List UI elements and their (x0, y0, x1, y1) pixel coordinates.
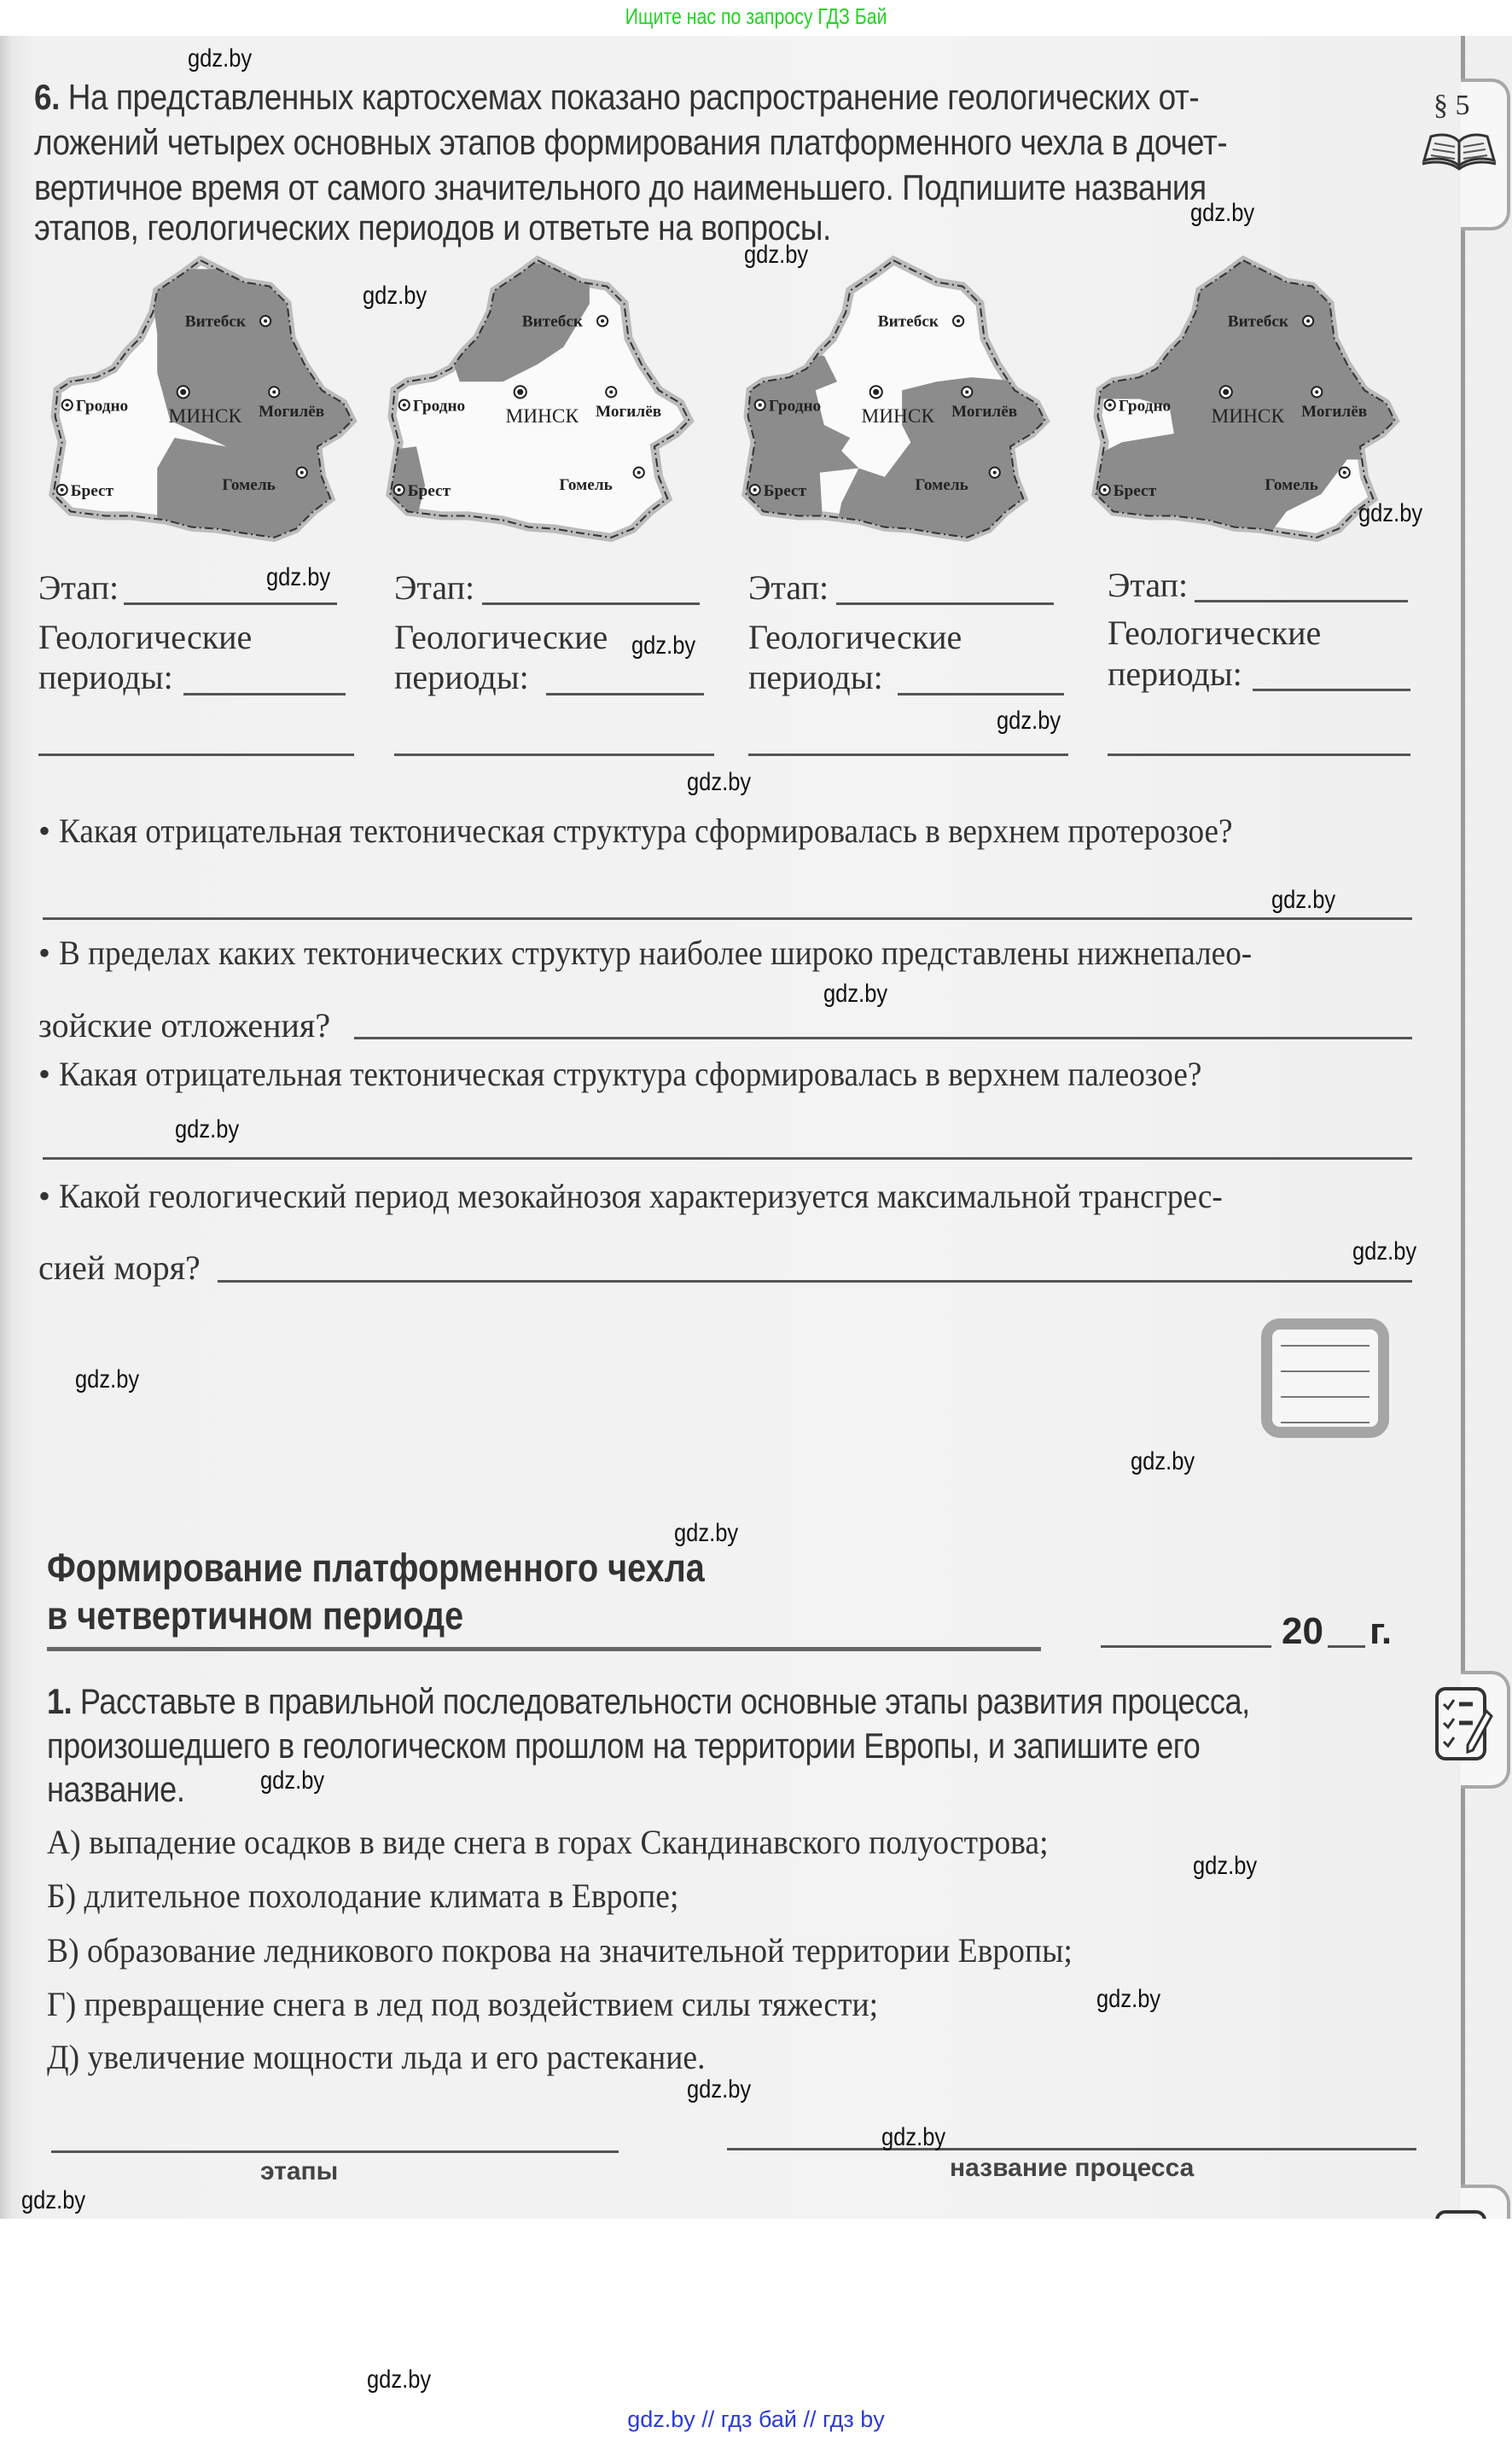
city-mogilev: Могилёв (1300, 402, 1368, 421)
watermark: gdz.by (823, 980, 888, 1008)
city-grodno: Гродно (768, 397, 822, 416)
map-stage-c (736, 252, 1051, 546)
periods-label-2b: периоды: (394, 658, 529, 696)
question-1: • Какая отрицательная тектоническая структура сформировалась в верхнем протерозое? (38, 812, 1233, 850)
watermark: gdz.by (687, 2075, 752, 2104)
footer (0, 2219, 1512, 2444)
answer-input-3[interactable] (43, 1157, 1412, 1160)
stage-input-4[interactable] (1195, 600, 1408, 602)
process-name-caption: название процесса (950, 2154, 1195, 2182)
city-minsk: МИНСК (505, 404, 579, 428)
task6-line-1: 6. На представленных картосхемах показано распространение геологических от- (34, 77, 1200, 117)
process-name-input[interactable] (727, 2148, 1416, 2150)
periods-label-1a: Геологические (38, 618, 253, 656)
periods-input-2[interactable] (546, 693, 704, 695)
watermark: gdz.by (367, 2365, 432, 2394)
city-minsk: МИНСК (168, 404, 242, 428)
stage-input-3[interactable] (836, 602, 1054, 605)
periods-input-1[interactable] (183, 693, 346, 695)
task1-line-1: 1. Расставьте в правильной последовательности основные этапы развития процесса, (47, 1681, 1250, 1721)
page-edge-rule (1461, 36, 1465, 2219)
watermark: gdz.by (75, 1365, 140, 1394)
stage-input-1[interactable] (124, 602, 337, 605)
city-mogilev: Могилёв (595, 402, 662, 421)
city-mogilev: Могилёв (258, 402, 325, 421)
city-vitebsk: Витебск (1227, 312, 1288, 331)
date-year-input[interactable] (1328, 1645, 1365, 1648)
watermark: gdz.by (1358, 499, 1423, 527)
watermark: gdz.by (1096, 1985, 1161, 2013)
watermark: gdz.by (1131, 1447, 1195, 1475)
watermark: gdz.by (260, 1766, 325, 1795)
date-day-input[interactable] (1101, 1645, 1271, 1648)
watermark: gdz.by (744, 241, 809, 269)
city-mogilev: Могилёв (951, 402, 1018, 421)
watermark: gdz.by (1193, 1852, 1258, 1880)
extra-input-2[interactable] (394, 754, 714, 756)
task6-line-2: ложений четырех основных этапов формирования платформенного чехла в дочет- (34, 122, 1228, 162)
stage-label-2: Этап: (394, 568, 475, 607)
task1-line-3: название. (47, 1769, 185, 1809)
watermark: gdz.by (21, 2186, 86, 2214)
answer-input-2[interactable] (354, 1037, 1412, 1039)
stages-caption: этапы (260, 2157, 339, 2185)
city-brest: Брест (1113, 482, 1157, 501)
task6-number: 6. (34, 77, 60, 117)
watermark: gdz.by (188, 44, 253, 73)
section-title-2: в четвертичном периоде (47, 1593, 464, 1638)
watermark: gdz.by (1352, 1237, 1417, 1266)
question-4-cont: сией моря? (38, 1248, 201, 1287)
answer-input-4[interactable] (218, 1280, 1412, 1283)
task1-option-b: Б) длительное похолодание климата в Европе; (47, 1877, 679, 1915)
city-vitebsk: Витебск (184, 312, 246, 331)
periods-label-4a: Геологические (1108, 614, 1322, 652)
watermark: gdz.by (266, 563, 331, 591)
footer-links[interactable]: gdz.by // гдз бай // гдз by (627, 2406, 885, 2432)
map-stage-d (1085, 252, 1401, 546)
city-gomel: Гомель (222, 476, 276, 495)
task1-line-2: произошедшего в геологическом прошлом на территории Европы, и запишите его (47, 1725, 1201, 1766)
task1-option-d: Г) превращение снега в лед под воздействием силы тяжести; (47, 1985, 879, 2023)
periods-label-4b: периоды: (1108, 655, 1242, 693)
stages-order-input[interactable] (51, 2150, 619, 2153)
city-grodno: Гродно (1118, 397, 1172, 416)
city-grodno: Гродно (412, 397, 466, 416)
city-brest: Брест (763, 482, 807, 501)
watermark: gdz.by (363, 282, 427, 310)
city-gomel: Гомель (559, 476, 613, 495)
periods-label-3b: периоды: (748, 658, 883, 696)
map-stage-a (43, 252, 358, 546)
date-suffix: г. (1370, 1610, 1393, 1652)
watermark: gdz.by (631, 631, 696, 660)
stage-label-4: Этап: (1108, 566, 1189, 604)
watermark: gdz.by (1190, 199, 1255, 227)
answer-input-1[interactable] (43, 917, 1412, 920)
city-minsk: МИНСК (1211, 404, 1285, 428)
city-vitebsk: Витебск (877, 312, 939, 331)
extra-input-3[interactable] (748, 754, 1068, 756)
city-minsk: МИНСК (861, 404, 935, 428)
watermark: gdz.by (997, 707, 1061, 735)
top-banner (0, 0, 1512, 36)
task6-line-3: вертичное время от самого значительного до наименьшего. Подпишите названия (34, 167, 1207, 207)
city-grodno: Гродно (75, 397, 129, 416)
question-4: • Какой геологический период мезокайнозоя характеризуется максимальной трансгрес- (38, 1177, 1223, 1215)
banner-text: Ищите нас по запросу ГДЗ Бай (625, 3, 887, 29)
periods-label-2a: Геологические (394, 618, 608, 656)
section-title-underline (47, 1647, 1041, 1651)
periods-input-4[interactable] (1253, 689, 1410, 691)
city-gomel: Гомель (915, 476, 968, 495)
periods-label-1b: периоды: (38, 658, 173, 696)
city-brest: Брест (70, 482, 114, 501)
watermark: gdz.by (1271, 886, 1336, 914)
extra-input-1[interactable] (38, 754, 354, 756)
task1-option-e: Д) увеличение мощности льда и его растекание. (47, 2038, 706, 2076)
periods-input-3[interactable] (898, 693, 1064, 695)
notes-icon (1261, 1318, 1389, 1438)
open-book-icon (1421, 128, 1497, 171)
watermark: gdz.by (881, 2123, 946, 2151)
date-year-prefix: 20 (1282, 1610, 1323, 1652)
question-2-cont: зойские отложения? (38, 1006, 331, 1045)
watermark: gdz.by (674, 1519, 739, 1547)
stage-label-3: Этап: (748, 568, 829, 607)
extra-input-4[interactable] (1108, 754, 1410, 756)
task1-option-a: А) выпадение осадков в виде снега в горах Скандинавского полуострова; (47, 1823, 1049, 1861)
task6-line-4: этапов, геологических периодов и ответьте на вопросы. (34, 207, 831, 247)
question-2: • В пределах каких тектонических структур наиболее широко представлены нижнепалео- (38, 934, 1253, 972)
task1-number: 1. (47, 1681, 73, 1721)
watermark: gdz.by (175, 1115, 240, 1143)
periods-label-3a: Геологические (748, 618, 962, 656)
city-gomel: Гомель (1265, 476, 1318, 495)
stage-input-2[interactable] (482, 602, 700, 605)
stage-label-1: Этап: (38, 568, 119, 607)
map-stage-b (380, 252, 695, 546)
question-3: • Какая отрицательная тектоническая структура сформировалась в верхнем палеозое? (38, 1055, 1202, 1093)
city-brest: Брест (407, 482, 451, 501)
task1-option-c: В) образование ледникового покрова на значительной территории Европы; (47, 1931, 1073, 1970)
section-title-1: Формирование платформенного чехла (47, 1545, 705, 1590)
city-vitebsk: Витебск (521, 312, 583, 331)
section-number: § 5 (1433, 90, 1470, 121)
watermark: gdz.by (687, 768, 752, 796)
